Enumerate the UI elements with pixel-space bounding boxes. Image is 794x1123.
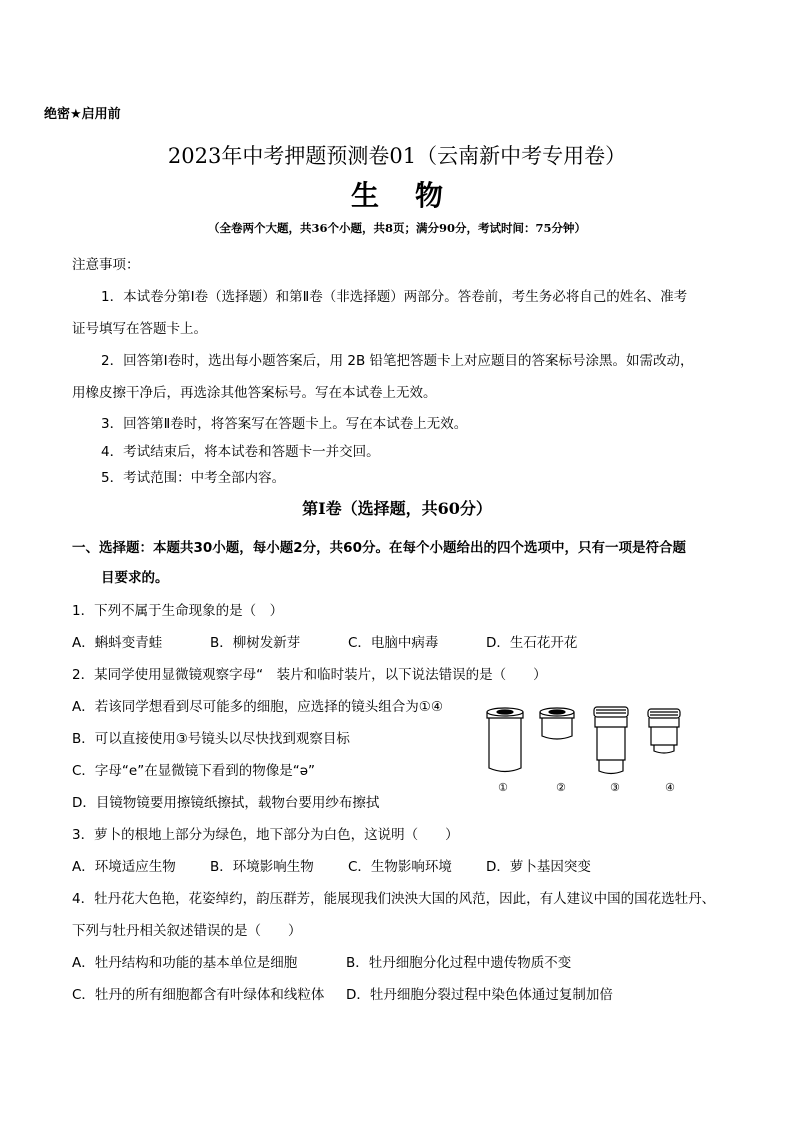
notice-line-1b: 证号填写在答题卡上。 [72,321,207,337]
q2-stem: 2．某同学使用显微镜观察字母“ 装片和临时装片，以下说法错误的是（ ） [72,667,547,683]
q2-option-a: A．若该同学想看到尽可能多的细胞，应选择的镜头组合为①④ [72,699,443,715]
lens-4-label: ④ [665,781,675,794]
exam-meta: （全卷两个大题，共36个小题，共8页；满分90分，考试时间：75分钟） [207,221,586,235]
q2-option-c: C．字母“e”在显微镜下看到的物像是“ә” [72,763,316,779]
q1-option-c: C．电脑中病毒 [348,635,439,651]
lens-1-label: ① [498,781,508,794]
q1-option-a: A．蝌蚪变青蛙 [72,635,163,651]
notice-line-5: 5．考试范围：中考全部内容。 [101,470,286,486]
q4-stem-b: 下列与牡丹相关叙述错误的是（ ） [72,923,302,939]
q4-option-c: C．牡丹的所有细胞都含有叶绿体和线粒体 [72,987,325,1003]
lens-2-label: ② [556,781,566,794]
q2-option-b: B．可以直接使用③号镜头以尽快找到观察目标 [72,731,350,747]
notice-line-3: 3．回答第Ⅱ卷时，将答案写在答题卡上。写在本试卷上无效。 [101,416,468,432]
q3-option-b: B．环境影响生物 [210,859,314,875]
q1-option-b: B．柳树发新芽 [210,635,301,651]
q4-option-a: A．牡丹结构和功能的基本单位是细胞 [72,955,298,971]
subject-title: 生物 [350,179,479,212]
notice-line-2a: 2．回答第Ⅰ卷时，选出每小题答案后，用 2B 铅笔把答题卡上对应题目的答案标号涂黑。如需改动， [101,353,694,369]
lens-1-figure [487,708,523,772]
exam-title: 2023年中考押题预测卷01（云南新中考专用卷） [167,144,627,168]
lens-2-figure [540,708,574,739]
notice-line-2b: 用橡皮擦干净后，再选涂其他答案标号。写在本试卷上无效。 [72,385,437,401]
q2-option-d: D．目镜物镜要用擦镜纸擦拭，载物台要用纱布擦拭 [72,795,380,811]
confidential-label: 绝密★启用前 [44,107,121,122]
q4-stem-a: 4．牡丹花大色艳，花姿绰约，韵压群芳，能展现我们泱泱大国的风范，因此，有人建议中国的国花选牡丹、 [72,891,716,907]
q3-option-d: D．萝卜基因突变 [486,859,591,875]
q1-stem: 1．下列不属于生命现象的是（ ） [72,603,284,619]
lens-4-figure [648,709,680,753]
lens-3-figure [594,707,628,774]
q1-option-d: D．生石花开花 [486,635,578,651]
q4-option-d: D．牡丹细胞分裂过程中染色体通过复制加倍 [346,987,613,1003]
notice-line-1a: 1．本试卷分第Ⅰ卷（选择题）和第Ⅱ卷（非选择题）两部分。答卷前，考生务必将自己的姓名、准考 [101,289,688,305]
q3-option-c: C．生物影响环境 [348,859,452,875]
q4-option-b: B．牡丹细胞分化过程中遗传物质不变 [346,955,572,971]
microscope-lenses-figure [478,703,698,798]
section-intro-b: 目要求的。 [101,570,169,586]
notice-heading: 注意事项： [72,257,140,273]
q3-option-a: A．环境适应生物 [72,859,176,875]
q3-stem: 3．萝卜的根地上部分为绿色，地下部分为白色，这说明（ ） [72,827,459,843]
section-heading: 第Ⅰ卷（选择题，共60分） [302,499,492,518]
notice-line-4: 4．考试结束后，将本试卷和答题卡一并交回。 [101,444,380,460]
lens-3-label: ③ [610,781,620,794]
section-intro-a: 一、选择题：本题共30小题，每小题2分，共60分。在每个小题给出的四个选项中，只有一项是符合题 [72,540,686,556]
